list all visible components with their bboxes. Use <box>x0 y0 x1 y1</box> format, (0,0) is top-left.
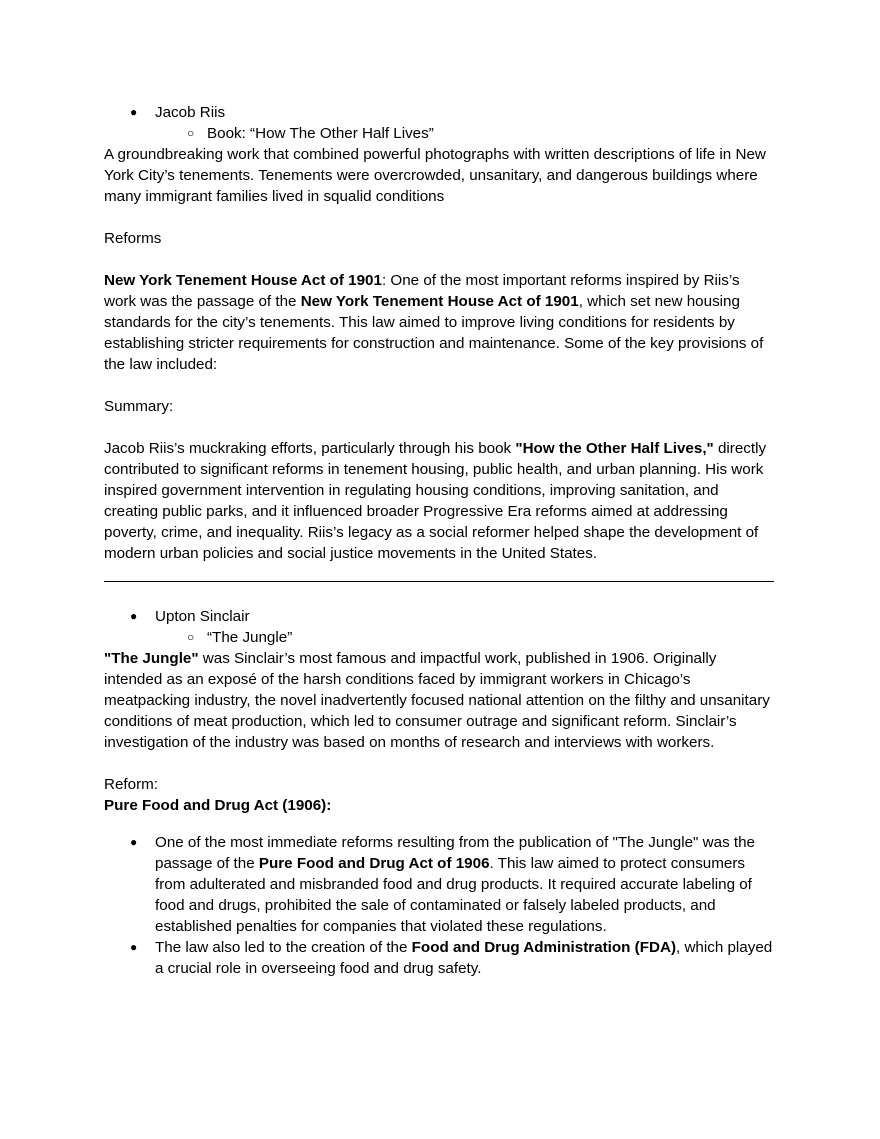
book-title: “The Jungle” <box>207 629 293 646</box>
book-title: Book: “How The Other Half Lives” <box>207 125 434 142</box>
food-act-list <box>104 832 774 979</box>
list-item <box>104 832 774 937</box>
list-item-book <box>104 123 774 144</box>
text: , which played a crucial role in overseeing food and drug safety. <box>155 939 773 977</box>
document-page <box>104 102 774 979</box>
summary-heading: Summary: <box>104 398 174 415</box>
text: : One of the most important reforms inspired by Riis’s work was the passage of the <box>104 272 740 310</box>
horizontal-divider <box>104 581 774 582</box>
act-name: New York Tenement House Act of 1901 <box>104 272 382 289</box>
text: directly contributed to significant reforms in tenement housing, public health, and urban planning. His work inspired government intervention in regulating housing conditions, improving sanitation, and creating public parks, and it influenced broader Progressive Era reforms aimed at addressing poverty, crime, and inequality. Riis’s legacy as a social reformer helped shape the development of modern urban policies and social justice movements in the United States. <box>104 440 767 562</box>
act-heading <box>104 795 774 816</box>
reform-heading: Reform: <box>104 776 159 793</box>
act-name: New York Tenement House Act of 1901 <box>300 293 579 310</box>
list-item-jacob-riis <box>104 102 774 123</box>
tenement-act-paragraph <box>104 270 774 375</box>
text: . This law aimed to protect consumers from adulterated and misbranded food and drug products. It required accurate labeling of food and drugs, prohibited the sale of contaminated or falsely labeled products, and established penalties for companies that violated these regulations. <box>155 855 752 935</box>
list-item <box>104 937 774 979</box>
text: The law also led to the creation of the <box>155 939 412 956</box>
agency-name: Food and Drug Administration (FDA) <box>411 939 676 956</box>
act-heading-text: Pure Food and Drug Act (1906): <box>104 797 332 814</box>
text: Jacob Riis’s muckraking efforts, particularly through his book <box>104 440 516 457</box>
author-name: Jacob Riis <box>155 104 226 121</box>
author-name: Upton Sinclair <box>155 608 250 625</box>
jungle-description <box>104 648 774 753</box>
list-item-book <box>104 627 774 648</box>
reforms-heading: Reforms <box>104 230 162 247</box>
riis-list <box>104 102 774 144</box>
text: One of the most immediate reforms resulting from the publication of "The Jungle" was the passage of the <box>155 834 756 872</box>
text: , which set new housing standards for the city’s tenements. This law aimed to improve living conditions for residents by establishing stricter requirements for construction and maintenance. Some of the key provisions of the law included: <box>104 293 764 373</box>
book-name: "The Jungle" <box>104 650 199 667</box>
book-name: "How the Other Half Lives," <box>515 440 714 457</box>
summary-paragraph <box>104 438 774 564</box>
act-name: Pure Food and Drug Act of 1906 <box>258 855 490 872</box>
riis-description: A groundbreaking work that combined powerful photographs with written descriptions of life in New York City’s tenements. Tenements were overcrowded, unsanitary, and dangerous buildings where many immigrant families lived in squalid conditions <box>104 146 766 205</box>
sinclair-list <box>104 606 774 648</box>
list-item-upton-sinclair <box>104 606 774 627</box>
text: was Sinclair’s most famous and impactful work, published in 1906. Originally intended as an exposé of the harsh conditions faced by immigrant workers in Chicago’s meatpacking industry, the novel inadvertently focused national attention on the filthy and unsanitary conditions of meat production, which led to consumer outrage and significant reform. Sinclair’s investigation of the industry was based on months of research and interviews with workers. <box>104 650 770 751</box>
